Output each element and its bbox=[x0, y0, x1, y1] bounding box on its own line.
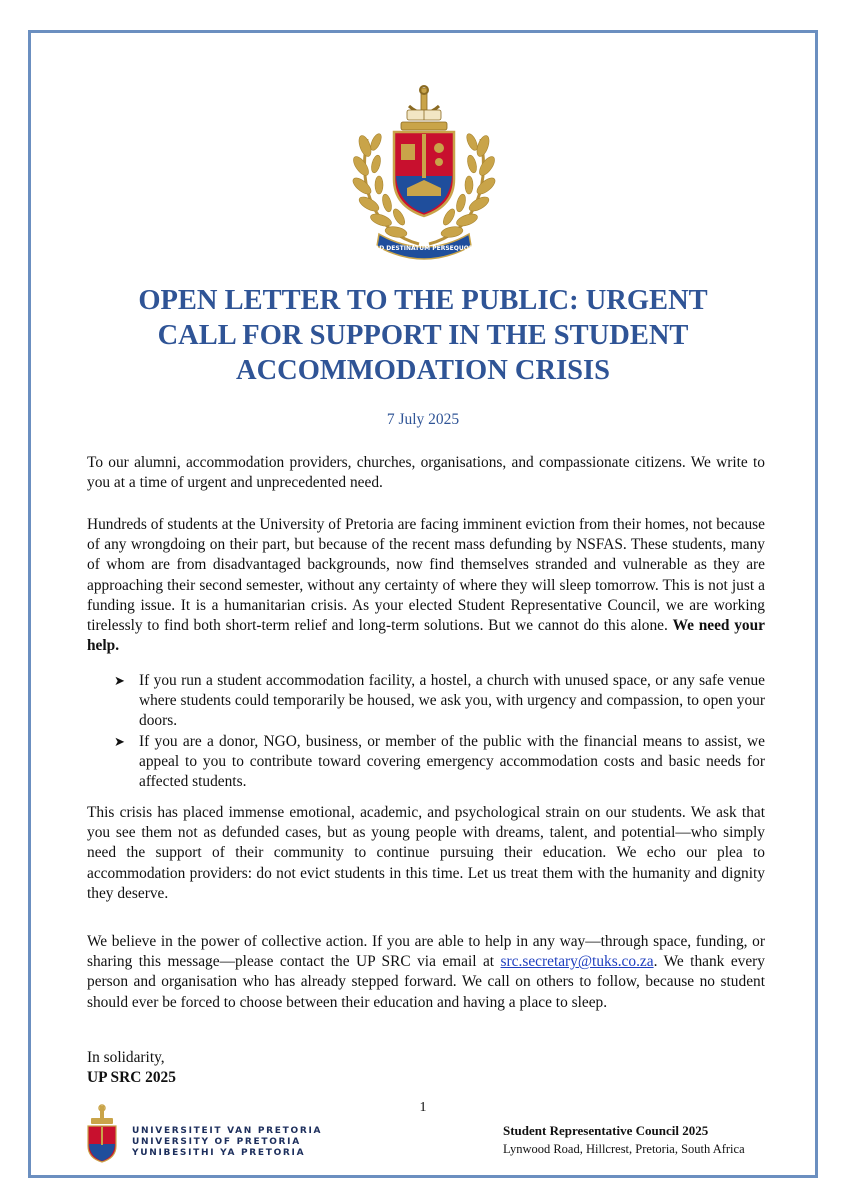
email-link[interactable]: src.secretary@tuks.co.za bbox=[500, 953, 654, 971]
uni-name-afrikaans: UNIVERSITEIT VAN PRETORIA bbox=[132, 1126, 323, 1136]
closing-text: In solidarity, bbox=[87, 1049, 165, 1066]
footer-org: Student Representative Council 2025 bbox=[503, 1123, 709, 1138]
list-item bbox=[87, 732, 765, 793]
up-crest-logo bbox=[349, 84, 499, 266]
signoff bbox=[87, 1048, 176, 1088]
arrow-bullet-icon: ➤ bbox=[114, 733, 125, 749]
page-title bbox=[60, 283, 786, 388]
page-number: 1 bbox=[419, 1100, 427, 1115]
university-logo bbox=[84, 1104, 120, 1166]
title-line-1: OPEN LETTER TO THE PUBLIC: URGENT bbox=[138, 285, 708, 316]
help-callout: We need your help. bbox=[87, 617, 765, 655]
crest-motto: AD DESTINATUM PERSEQUOR bbox=[374, 245, 474, 252]
action-paragraph bbox=[87, 932, 765, 1013]
footer-contact bbox=[503, 1122, 745, 1158]
uni-name-sepedi: YUNIBESITHI YA PRETORIA bbox=[132, 1148, 306, 1158]
strain-paragraph: This crisis has placed immense emotional, academic, and psychological strain on our students. We ask that you see them not as defunded cases, but as young people with dreams, talent, and potential—who simply need the support of their community to continue pursuing their education. We echo our plea to accommodation providers: do not evict students in this time. Let us treat them with the humanity and dignity they deserve. bbox=[87, 804, 765, 902]
situation-text: Hundreds of students at the University of Pretoria are facing imminent eviction from their homes, not because of any wrongdoing on their part, but because of the recent mass defunding by NSFAS. These students, many of whom are from disadvantaged backgrounds, now find themselves stranded and vulnerable as they are approaching their second semester, without any certainty of where they will sleep tomorrow. This is not just a funding issue. It is a humanitarian crisis. As your elected Student Representative Council, we are working tirelessly to find both short-term relief and long-term solutions. But we cannot do this alone. bbox=[87, 516, 765, 635]
action-text-after: . We thank every person and organisation who has already stepped forward. We call on others to follow, because no student should ever be forced to choose between their education and having a place to sleep. bbox=[87, 953, 766, 1011]
footer-address: Lynwood Road, Hillcrest, Pretoria, South Africa bbox=[503, 1142, 745, 1156]
intro-paragraph: To our alumni, accommodation providers, churches, organisations, and compassionate citizens. We write to you at a time of urgent and unprecedented need. bbox=[87, 454, 765, 492]
arrow-bullet-icon: ➤ bbox=[114, 673, 125, 688]
appeal-list bbox=[87, 671, 765, 792]
title-line-3: ACCOMMODATION CRISIS bbox=[236, 355, 610, 386]
title-line-2: CALL FOR SUPPORT IN THE STUDENT bbox=[157, 320, 689, 351]
signature: UP SRC 2025 bbox=[87, 1069, 176, 1087]
letter-date: 7 July 2025 bbox=[386, 411, 460, 428]
situation-paragraph bbox=[87, 515, 765, 656]
university-names bbox=[132, 1126, 322, 1159]
list-item-text: If you are a donor, NGO, business, or member of the public with the financial means to assist, we appeal to you to contribute toward covering emergency accommodation costs and basic needs for affected students. bbox=[139, 732, 765, 791]
list-item bbox=[87, 671, 765, 732]
uni-name-english: UNIVERSITY OF PRETORIA bbox=[132, 1137, 301, 1147]
list-item-text: If you run a student accommodation facility, a hostel, a church with unused space, or any safe venue where students could temporarily be housed, we ask you, with urgency and compassion, to open your doors. bbox=[139, 672, 765, 730]
action-text-before: We believe in the power of collective action. If you are able to help in any way—through space, funding, or sharing this message—please contact the UP SRC via email at bbox=[87, 933, 765, 971]
